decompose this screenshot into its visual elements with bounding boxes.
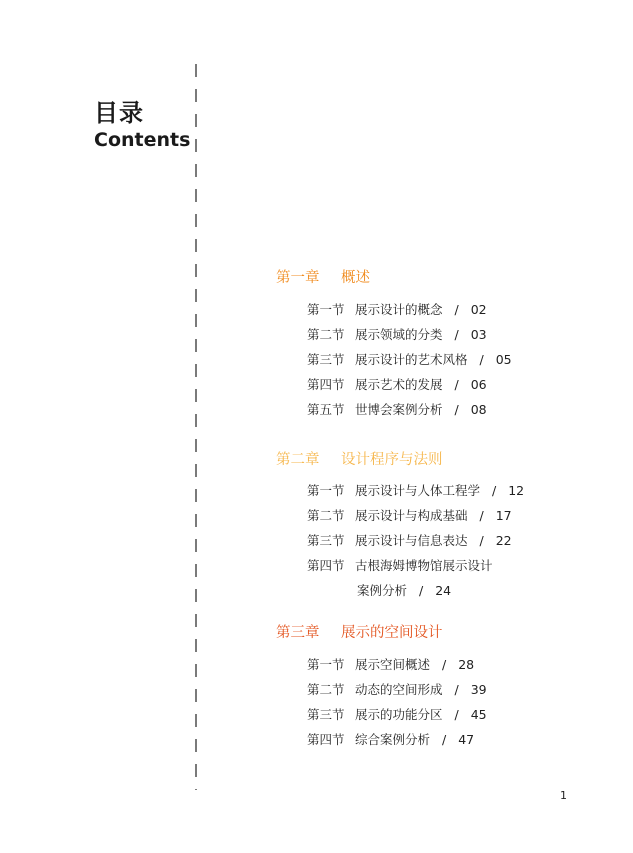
section-title: 展示设计与构成基础 xyxy=(355,508,468,523)
chapter-title: 概述 xyxy=(341,270,370,286)
page-number: 1 xyxy=(560,789,567,802)
separator: / xyxy=(454,402,459,417)
separator: / xyxy=(442,657,447,672)
chapter-2-heading[interactable] xyxy=(276,448,443,469)
section-number: 第三节 xyxy=(307,707,345,722)
section-number: 第一节 xyxy=(307,483,345,498)
section-number: 第三节 xyxy=(307,352,345,367)
section-title: 世博会案例分析 xyxy=(355,402,443,417)
page-ref: 22 xyxy=(495,533,512,548)
section-title: 展示设计的概念 xyxy=(355,302,443,317)
toc-entry[interactable] xyxy=(307,655,474,673)
toc-entry[interactable] xyxy=(307,531,512,549)
toc-entry[interactable] xyxy=(307,556,493,574)
toc-entry[interactable] xyxy=(307,400,487,418)
section-title: 展示领域的分类 xyxy=(355,327,443,342)
chapter-number: 第三章 xyxy=(276,625,320,641)
page-title: 目录 xyxy=(94,99,144,127)
separator: / xyxy=(479,352,484,367)
section-title: 展示空间概述 xyxy=(355,657,431,672)
page-ref: 39 xyxy=(470,682,487,697)
page-ref: 28 xyxy=(458,657,475,672)
page-ref: 08 xyxy=(470,402,487,417)
chapter-3-heading[interactable] xyxy=(276,621,443,642)
separator: / xyxy=(454,377,459,392)
toc-entry[interactable] xyxy=(307,680,487,698)
page-ref: 47 xyxy=(458,732,475,747)
separator: / xyxy=(454,327,459,342)
page-ref: 03 xyxy=(470,327,487,342)
separator: / xyxy=(454,707,459,722)
toc-entry[interactable] xyxy=(307,325,487,343)
chapter-title: 展示的空间设计 xyxy=(341,625,443,641)
section-title: 动态的空间形成 xyxy=(355,682,443,697)
toc-entry[interactable] xyxy=(307,375,487,393)
section-title: 展示艺术的发展 xyxy=(355,377,443,392)
section-number: 第三节 xyxy=(307,533,345,548)
page-ref: 17 xyxy=(495,508,512,523)
page-ref: 45 xyxy=(470,707,487,722)
toc-entry[interactable] xyxy=(307,705,487,723)
section-number: 第四节 xyxy=(307,558,345,573)
section-title: 综合案例分析 xyxy=(355,732,431,747)
page-ref: 05 xyxy=(495,352,512,367)
toc-entry[interactable] xyxy=(307,300,487,318)
page-subtitle: Contents xyxy=(94,129,191,151)
page-ref: 12 xyxy=(508,483,525,498)
dashed-divider xyxy=(194,64,198,790)
chapter-title: 设计程序与法则 xyxy=(341,452,443,468)
section-number: 第二节 xyxy=(307,327,345,342)
separator: / xyxy=(479,508,484,523)
separator: / xyxy=(479,533,484,548)
separator: / xyxy=(419,583,424,598)
page-ref: 06 xyxy=(470,377,487,392)
section-number: 第四节 xyxy=(307,732,345,747)
toc-entry-continuation[interactable] xyxy=(357,581,451,599)
section-title: 展示设计的艺术风格 xyxy=(355,352,468,367)
page-ref: 24 xyxy=(435,583,452,598)
section-number: 第五节 xyxy=(307,402,345,417)
section-title: 展示设计与信息表达 xyxy=(355,533,468,548)
section-title: 展示设计与人体工程学 xyxy=(355,483,481,498)
section-number: 第一节 xyxy=(307,657,345,672)
section-number: 第二节 xyxy=(307,682,345,697)
toc-entry[interactable] xyxy=(307,730,474,748)
toc-entry[interactable] xyxy=(307,506,512,524)
separator: / xyxy=(454,682,459,697)
page-ref: 02 xyxy=(470,302,487,317)
separator: / xyxy=(492,483,497,498)
toc-entry[interactable] xyxy=(307,481,524,499)
separator: / xyxy=(442,732,447,747)
chapter-number: 第一章 xyxy=(276,270,320,286)
separator: / xyxy=(454,302,459,317)
section-title: 展示的功能分区 xyxy=(355,707,443,722)
toc-entry[interactable] xyxy=(307,350,512,368)
chapter-number: 第二章 xyxy=(276,452,320,468)
section-number: 第一节 xyxy=(307,302,345,317)
section-number: 第四节 xyxy=(307,377,345,392)
section-title-continued: 案例分析 xyxy=(357,583,408,598)
section-title: 古根海姆博物馆展示设计 xyxy=(355,558,493,573)
section-number: 第二节 xyxy=(307,508,345,523)
chapter-1-heading[interactable] xyxy=(276,266,370,287)
